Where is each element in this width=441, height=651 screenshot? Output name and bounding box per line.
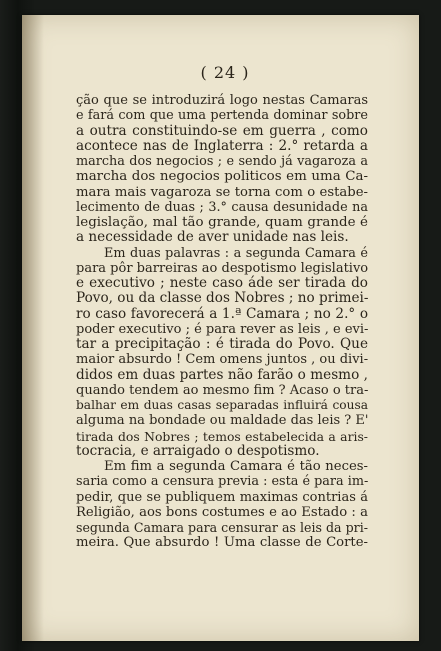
text-line: ro caso favorecerá a 1.ª Camara ; no 2.° o: [76, 305, 368, 322]
text-line: lecimento de duas ; 3.° causa desunidade na: [76, 199, 368, 215]
text-line: balhar em duas casas separadas influirá cousa: [76, 398, 368, 412]
text-line: Em fim a segunda Camara é tão neces-: [104, 459, 368, 474]
text-line: saria como a censura previa : esta é para im-: [76, 474, 369, 490]
gutter-shadow: [22, 15, 44, 641]
text-line: didos em duas partes não farão o mesmo ,: [76, 366, 368, 383]
text-line: e executivo ; neste caso áde ser tirada do: [76, 275, 368, 291]
text-line: a outra constituindo-se em guerra , como: [76, 122, 368, 139]
text-line: alguma na bondade ou maldade das leis ? E': [76, 413, 369, 429]
text-line: ção que se introduzirá logo nestas Camaras: [76, 93, 368, 108]
text-line: tocracia, e arraigado o despotismo.: [76, 442, 320, 459]
text-line: poder executivo ; é para rever as leis , e evi-: [76, 321, 369, 337]
text-line: meira. Que absurdo ! Uma classe de Corte-: [76, 535, 368, 551]
text-line: Religião, aos bons costumes e ao Estado : a: [76, 504, 368, 520]
text-line: tar a precipitação : é tirada do Povo. Que: [76, 336, 368, 352]
text-line: maior absurdo ! Cem omens juntos , ou divi-: [76, 352, 369, 368]
text-line: quando tendem ao mesmo fim ? Acaso o tra-: [76, 382, 369, 398]
page-number: ( 24 ): [200, 63, 250, 82]
text-line: Em duas palavras : a segunda Camara é: [104, 245, 368, 261]
text-line: marcha dos negocios politicos em uma Ca-: [76, 169, 368, 185]
text-line: acontece nas de Inglaterra : 2.° retarda a: [76, 137, 368, 154]
text-line: e fará com que uma pertenda dominar sobre: [76, 108, 368, 124]
text-line: marcha dos negocios ; e sendo já vagaroza a: [76, 154, 368, 169]
body-text: [76, 93, 368, 551]
text-line: segunda Camara para censurar as leis da pri-: [76, 520, 368, 535]
text-line: para pôr barreiras ao despotismo legislativo: [76, 260, 369, 276]
text-line: pedir, que se publiquem maximas contrias á: [76, 489, 368, 505]
text-line: legislação, mal tão grande, quam grande é: [76, 215, 368, 230]
text-line: mara mais vagaroza se torna com o estabe-: [76, 184, 368, 200]
text-line: Povo, ou da classe dos Nobres ; no primei-: [76, 290, 369, 307]
text-line: a necessidade de aver unidade nas leis.: [76, 229, 349, 246]
text-line: tirada dos Nobres ; temos estabelecida a aris-: [76, 428, 368, 444]
